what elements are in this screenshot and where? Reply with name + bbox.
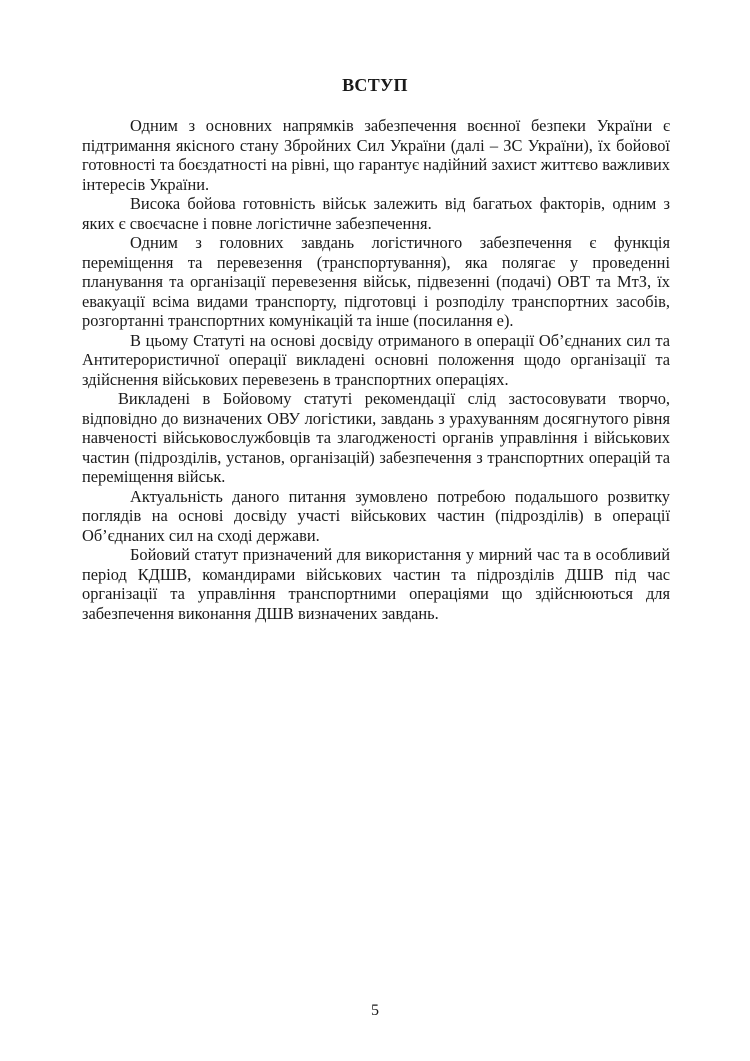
paragraph-2: Висока бойова готовність військ залежить від багатьох факторів, одним з яких є своєчасне і повне логістичне забезпечення. xyxy=(82,194,670,233)
paragraph-1: Одним з основних напрямків забезпечення воєнної безпеки України є підтримання якісного стану Збройних Сил України (далі – ЗС України), їх бойової готовності та боєздатності на рівні, що гарантує надійний захист життєво важливих інтересів України. xyxy=(82,116,670,194)
body-text xyxy=(82,116,670,623)
paragraph-6: Актуальність даного питання зумовлено потребою подальшого розвитку поглядів на основі досвіду участі військових частин (підрозділів) в операції Об’єднаних сил на сході держави. xyxy=(82,486,670,545)
paragraph-4: В цьому Статуті на основі досвіду отриманого в операції Об’єднаних сил та Антитерористичної операції викладені основні положення щодо організації та здійснення військових перевезень в транспортних операціях. xyxy=(82,330,670,389)
page-title: ВСТУП xyxy=(342,75,408,95)
paragraph-7: Бойовий статут призначений для використання у мирний час та в особливий період КДШВ, командирами військових частин та підрозділів ДШВ під час організації та управління транспортними операціями що здійснюються для забезпечення виконання ДШВ визначених завдань. xyxy=(82,545,670,623)
page-number: 5 xyxy=(371,1002,379,1019)
paragraph-3: Одним з головних завдань логістичного забезпечення є функція переміщення та перевезення (транспортування), яка полягає у проведенні планування та організації перевезення військ, підвезенні (подачі) ОВТ та МтЗ, їх евакуації всіма видами транспорту, підготовці і розподілу транспортних засобів, розгортанні транспортних комунікацій та інше (посилання е). xyxy=(82,233,670,330)
paragraph-5: Викладені в Бойовому статуті рекомендації слід застосовувати творчо, відповідно до визначених ОВУ логістики, завдань з урахуванням досягнутого рівня навченості військовослужбовців та злагодженості органів управління і військових частин (підрозділів, установ, організацій) забезпечення з транспортних операцій та переміщення військ. xyxy=(82,389,670,486)
